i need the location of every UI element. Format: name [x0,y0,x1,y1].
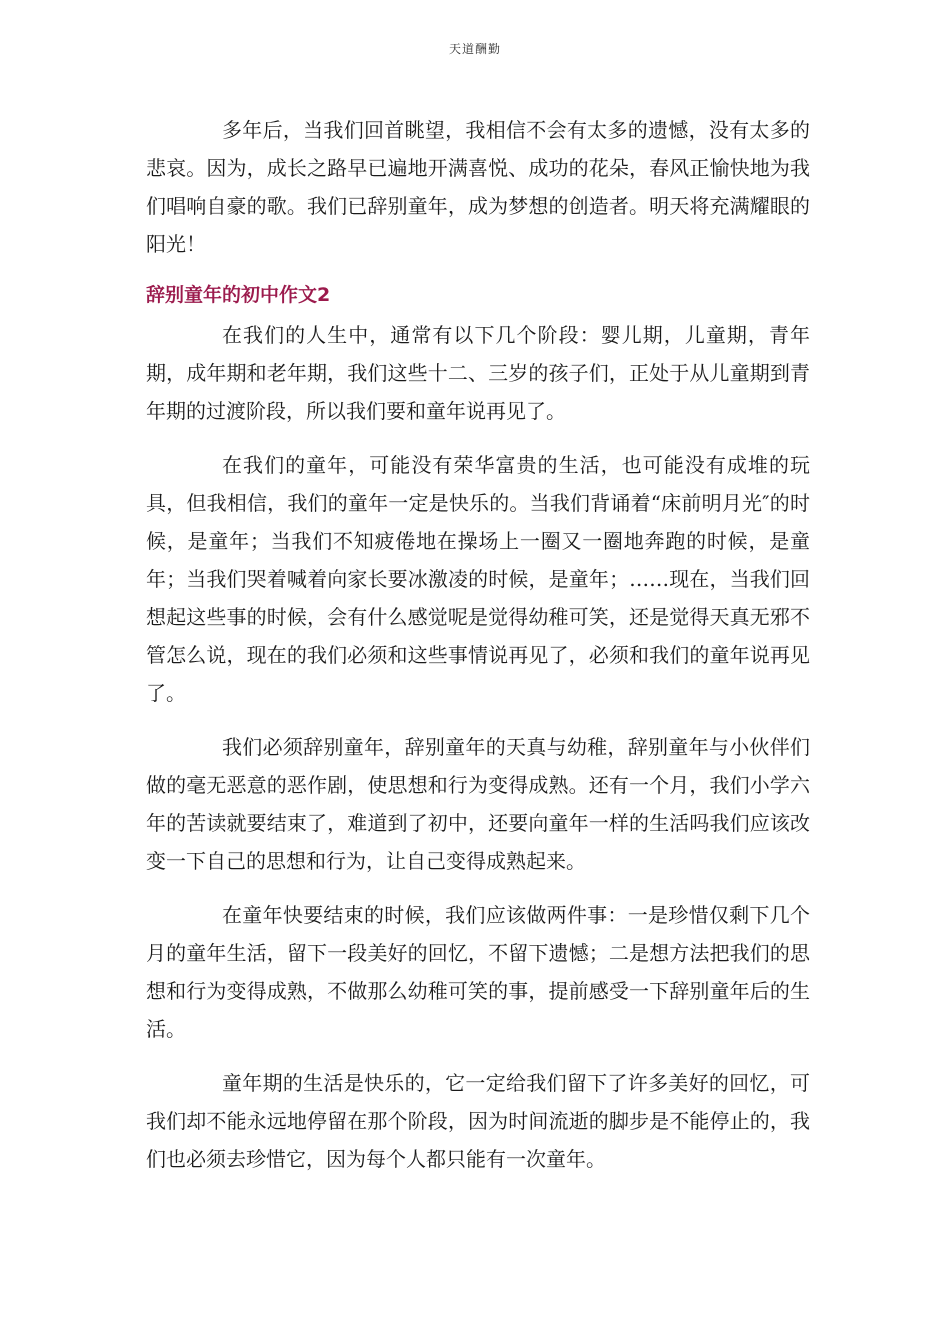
paragraph-1: 在我们的人生中，通常有以下几个阶段：婴儿期，儿童期，青年期，成年期和老年期，我们这些十二、三岁的孩子们，正处于从儿童期到青年期的过渡阶段，所以我们要和童年说再见了。 [146,323,810,423]
paragraph-3: 我们必须辞别童年，辞别童年的天真与幼稚，辞别童年与小伙伴们做的毫无恶意的恶作剧，使思想和行为变得成熟。还有一个月，我们小学六年的苦读就要结束了，难道到了初中，还要向童年一样的生活吗我们应该改变一下自己的思想和行为，让自己变得成熟起来。 [146,735,810,873]
document-body [146,111,810,1194]
intro-paragraph: 多年后，当我们回首眺望，我相信不会有太多的遗憾，没有太多的悲哀。因为，成长之路早已遍地开满喜悦、成功的花朵，春风正愉快地为我们唱响自豪的歌。我们已辞别童年，成为梦想的创造者。明天将充满耀眼的阳光！ [146,118,810,256]
paragraph-5: 童年期的生活是快乐的，它一定给我们留下了许多美好的回忆，可我们却不能永远地停留在那个阶段，因为时间流逝的脚步是不能停止的，我们也必须去珍惜它，因为每个人都只能有一次童年。 [146,1071,810,1171]
page-header: 天道酬勤 [448,42,501,56]
paragraph-2: 在我们的童年，可能没有荣华富贵的生活，也可能没有成堆的玩具，但我相信，我们的童年一定是快乐的。当我们背诵着“床前明月光″的时候，是童年；当我们不知疲倦地在操场上一圈又一圈地奔跑的时候，是童年；当我们哭着喊着向家长要冰激凌的时候，是童年；……现在，当我们回想起这些事的时候，会有什么感觉呢是觉得幼稚可笑，还是觉得天真无邪不管怎么说，现在的我们必须和这些事情说再见了，必须和我们的童年说再见了。 [146,453,810,705]
section-title: 辞别童年的初中作文2 [146,284,331,306]
paragraph-4: 在童年快要结束的时候，我们应该做两件事：一是珍惜仅剩下几个月的童年生活，留下一段美好的回忆，不留下遗憾；二是想方法把我们的思想和行为变得成熟，不做那么幼稚可笑的事，提前感受一下辞别童年后的生活。 [146,903,810,1041]
